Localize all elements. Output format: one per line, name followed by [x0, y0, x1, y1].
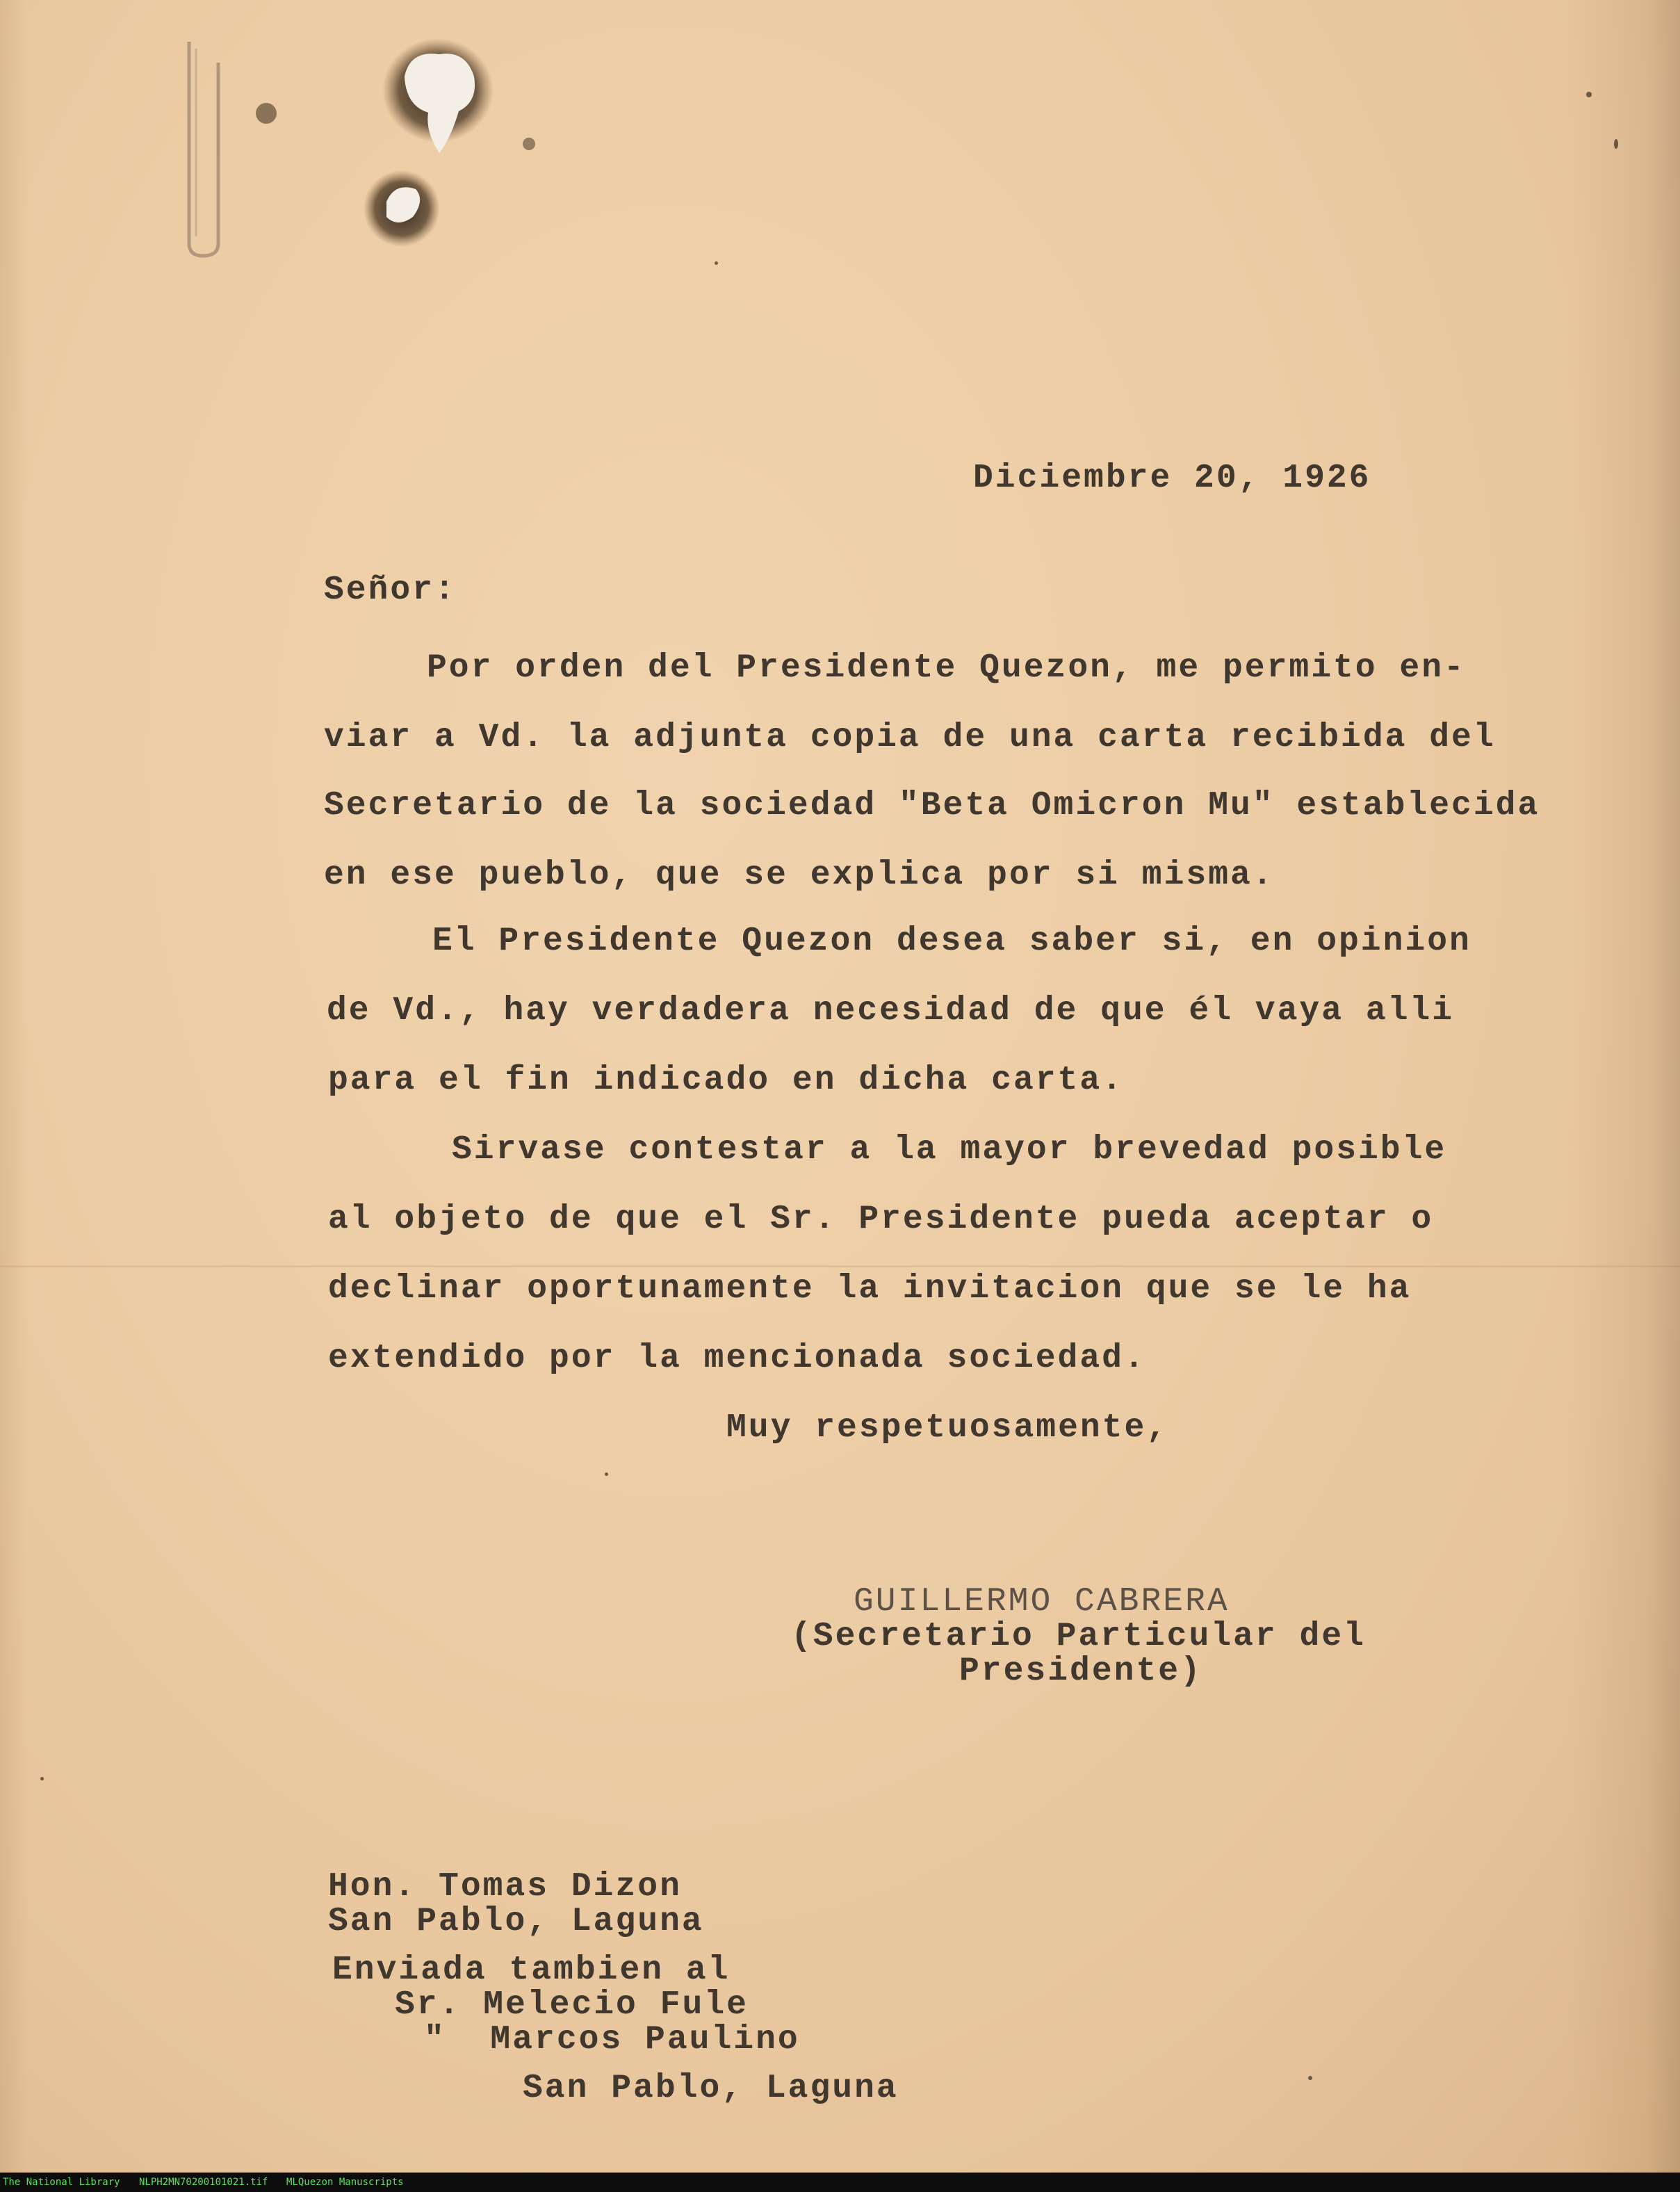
ink-spot	[1308, 2076, 1312, 2080]
signature-title: Presidente)	[959, 1653, 1202, 1690]
paragraph-2-line: El Presidente Quezon desea saber si, en opinion	[432, 923, 1471, 960]
footer-collection: MLQuezon Manuscripts	[286, 2177, 404, 2188]
ink-spot	[715, 261, 718, 265]
footer-filename: NLPH2MN70200101021.tif	[139, 2177, 268, 2188]
paragraph-3-line: Sirvase contestar a la mayor brevedad posible	[452, 1131, 1447, 1169]
paragraph-3-line: declinar oportunamente la invitacion que se le ha	[328, 1270, 1412, 1308]
paper-clip-mark	[175, 35, 235, 259]
signature-name: GUILLERMO CABRERA	[854, 1583, 1230, 1621]
copy-recipient: " Marcos Paulino	[424, 2021, 800, 2059]
scan-footer-bar	[0, 2173, 1680, 2192]
copy-location: San Pablo, Laguna	[523, 2070, 899, 2107]
paragraph-1-line: Por orden del Presidente Quezon, me permito en-	[427, 649, 1466, 687]
ink-spot	[1586, 92, 1592, 97]
letter-date: Diciembre 20, 1926	[973, 460, 1371, 497]
fold-crease	[0, 1265, 1680, 1267]
paragraph-1-line: Secretario de la sociedad "Beta Omicron Mu" establecida	[324, 787, 1540, 825]
ink-spot	[40, 1777, 44, 1780]
page-edge-left	[0, 0, 28, 2173]
ink-spot	[1614, 139, 1618, 149]
signature-title: (Secretario Particular del	[791, 1618, 1366, 1655]
copy-recipient: Sr. Melecio Fule	[395, 1986, 749, 2024]
paragraph-3-line: extendido por la mencionada sociedad.	[328, 1340, 1146, 1377]
addressee-location: San Pablo, Laguna	[328, 1903, 704, 1940]
ink-spot	[605, 1472, 608, 1476]
addressee-name: Hon. Tomas Dizon	[328, 1868, 682, 1906]
page-edge-right	[1569, 0, 1680, 2173]
ink-spot	[523, 138, 535, 150]
closing: Muy respetuosamente,	[726, 1409, 1169, 1447]
paragraph-1-line: viar a Vd. la adjunta copia de una carta recibida del	[324, 719, 1496, 756]
paragraph-2-line: de Vd., hay verdadera necesidad de que él vaya alli	[327, 992, 1455, 1030]
copies-intro: Enviada tambien al	[332, 1951, 731, 1989]
paragraph-1-line: en ese pueblo, que se explica por si misma.	[324, 856, 1275, 894]
ink-spot	[256, 103, 277, 124]
paragraph-2-line: para el fin indicado en dicha carta.	[328, 1062, 1124, 1099]
salutation: Señor:	[324, 571, 457, 609]
footer-library: The National Library	[3, 2177, 120, 2188]
burn-holes	[361, 35, 507, 257]
paragraph-3-line: al objeto de que el Sr. Presidente pueda aceptar o	[328, 1201, 1434, 1238]
